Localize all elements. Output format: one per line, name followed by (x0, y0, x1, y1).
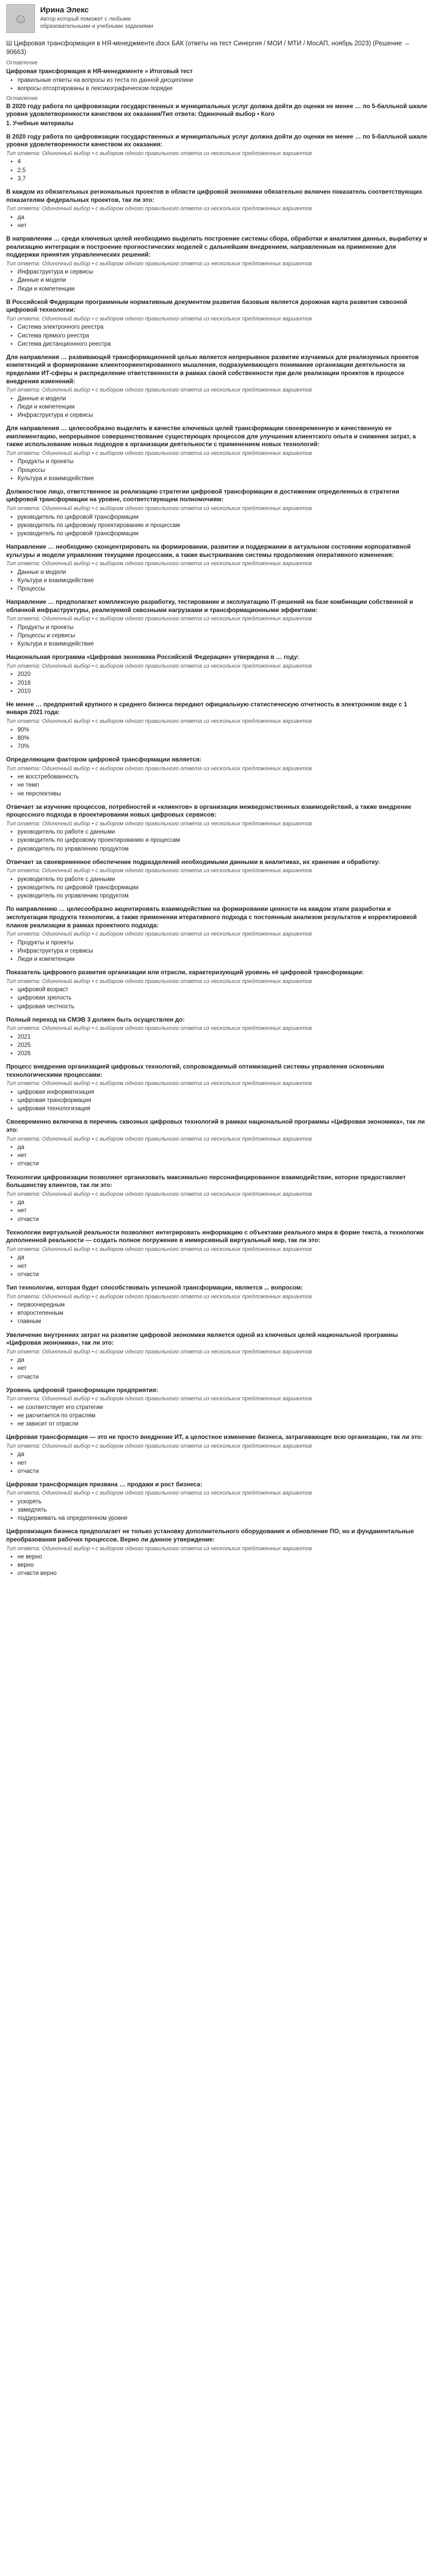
question-text: Уровень цифровой трансформации предприятия: (6, 1386, 159, 1394)
questions-list (6, 133, 430, 1578)
author-header (6, 0, 430, 36)
answer-option: • отчасти верно (18, 1570, 430, 1578)
answer-option: • 2,5 (18, 167, 430, 175)
question-block (6, 1386, 430, 1429)
toc-item: • вопросы отсортированы в лексикографическом порядке (18, 85, 430, 93)
answer-option: • отчасти (18, 1271, 430, 1279)
question-text: Увеличение внутренних затрат на развитие цифровой экономики является одной из ключевых целей национальной программы «Цифровая экономика», так ли это: (6, 1331, 398, 1347)
answer-option: • 2021 (18, 1033, 430, 1041)
answer-option: • не зависит от отрасли (18, 1420, 430, 1428)
options-list (6, 828, 430, 853)
answer-option: • не соответствует его стратегии (18, 1404, 430, 1412)
answer-option: • нет (18, 1365, 430, 1372)
answer-option: • главным (18, 1318, 430, 1326)
answer-option: • цифровая технологизация (18, 1105, 430, 1113)
answer-type: Тип ответа: Одиночный выбор • с выбором одного правильного ответа из нескольких предложенных вариантов (6, 820, 312, 827)
options-list (6, 1089, 430, 1113)
question-block (6, 1433, 430, 1476)
answer-type: Тип ответа: Одиночный выбор • с выбором одного правильного ответа из нескольких предложенных вариантов (6, 505, 312, 512)
answer-option: • 2010 (18, 688, 430, 696)
options-list (6, 158, 430, 183)
options-list (6, 1451, 430, 1476)
answer-option: • отчасти (18, 1374, 430, 1381)
answer-option: • Культура и взаимодействие (18, 475, 430, 483)
answer-option: • нет (18, 1460, 430, 1467)
answer-type: Тип ответа: Одиночный выбор • с выбором одного правильного ответа из нескольких предложенных вариантов (6, 1490, 312, 1497)
answer-type: Тип ответа: Одиночный выбор • с выбором одного правильного ответа из нескольких предложенных вариантов (6, 1348, 312, 1355)
answer-type: Тип ответа: Одиночный выбор • с выбором одного правильного ответа из нескольких предложенных вариантов (6, 663, 312, 669)
answer-option: • первоочередным (18, 1301, 430, 1309)
answer-option: • да (18, 1199, 430, 1207)
toc-title: Цифровая трансформация в НЯ-менеджменте » Итоговый тест (6, 68, 193, 75)
answer-option: • да (18, 1144, 430, 1151)
answer-option: • 2018 (18, 680, 430, 687)
question-text: Цифровая трансформация — это не просто внедрение ИТ, а целостное изменение бизнеса, затрагивающее всю организацию, так ли это: (6, 1433, 423, 1441)
answer-option: • Продукты и проекты (18, 624, 430, 632)
answer-option: • 80% (18, 735, 430, 742)
question-text: Отвечает за своевременное обеспечение подразделений необходимыми данными в аналитиках, их хранение и обработку: (6, 858, 380, 866)
options-list (6, 458, 430, 483)
question-block (6, 543, 430, 593)
answer-option: • руководитель по цифровой трансформации (18, 514, 430, 521)
answer-type: Тип ответа: Одиночный выбор • с выбором одного правильного ответа из нескольких предложенных вариантов (6, 718, 312, 725)
question-text: В направлении … среди ключевых целей необходимо выделить построение системы сбора, обработки и аналитики данных, выработку и реализацию интеграции и построение прогностических моделей с дальнейшим внедрением, направленным на применение для поддержки принятия управленческих решений: (6, 234, 427, 259)
answer-option: • отчасти (18, 1468, 430, 1476)
answer-type: Тип ответа: Одиночный выбор • с выбором одного правильного ответа из нескольких предложенных вариантов (6, 561, 312, 567)
answer-option: • 70% (18, 743, 430, 751)
answer-option: • нет (18, 1263, 430, 1270)
toc-list (6, 77, 430, 93)
question-block (6, 858, 430, 901)
answer-option: • Процессы (18, 467, 430, 474)
options-list (6, 986, 430, 1011)
question-text: Процесс внедрения организацией цифровых технологий, сопровождаемый оптимизацией системы управления основными технологическими процессами: (6, 1063, 385, 1078)
options-list (6, 569, 430, 594)
options-list (6, 395, 430, 420)
options-list (6, 1144, 430, 1168)
question-text: По направлению … целесообразно акцентировать взаимодействие на формировании ценности на каждом этапе разработки и эксплуатации продукта технологии, а также применении итеративного подхода с постоянным анализом результатов и корректировкой планов реализации в рамках проектного подхода: (6, 905, 417, 929)
options-list (6, 514, 430, 538)
options-list (6, 1254, 430, 1279)
options-list (6, 939, 430, 964)
answer-type: Тип ответа: Одиночный выбор • с выбором одного правильного ответа из нескольких предложенных вариантов (6, 616, 312, 622)
answer-option: • отчасти (18, 1160, 430, 1168)
answer-option: • Культура и взаимодействие (18, 640, 430, 648)
answer-option: • цифровая трансформация (18, 1097, 430, 1105)
question-block (6, 1528, 430, 1578)
options-list (6, 324, 430, 348)
question-text: Для направления … целесообразно выделить в качестве ключевых целей трансформации своевременную и качественную ее имплементацию, непрерывное совершенствование существующих процессов для улучшения клиентского опыта и снижения затрат, а также использование новых подходов к организации деятельности с применением новых технологий: (6, 425, 416, 448)
answer-option: • не верно (18, 1553, 430, 1561)
question-text: Национальная программа «Цифровая экономика Российской Федерации» утверждена в … году: (6, 653, 300, 661)
question-block (6, 488, 430, 538)
options-list (6, 268, 430, 293)
answer-option: • Данные и модели (18, 277, 430, 284)
answer-option: • Инфраструктура и сервисы (18, 268, 430, 276)
question-text: Отвечает за изучение процессов, потребностей и «клиентов» в организации межведомственных взаимодействий, а также внедрение процессного подхода в проектировании новых цифровых сервисов: (6, 803, 412, 819)
answer-type: Тип ответа: Одиночный выбор • с выбором одного правильного ответа из нескольких предложенных вариантов (6, 1293, 312, 1300)
answer-option: • руководитель по цифровому проектированию и процессам (18, 522, 430, 530)
question-text: Технологии цифровизации позволяют организовать максимально персонифицированное взаимодействие, которое предоставляет большинству клиентов, так ли это: (6, 1173, 406, 1189)
answer-option: • не расчитается по отраслям (18, 1412, 430, 1420)
answer-option: • ускорять (18, 1498, 430, 1506)
answer-option: • руководитель по управлению продуктом (18, 892, 430, 900)
answer-option: • не восстребованность (18, 773, 430, 781)
author-bio: Автор который поможет с любыми образовательными и учебными заданиями (40, 15, 153, 30)
options-list (6, 1301, 430, 1326)
answer-option: • Процессы и сервисы (18, 632, 430, 640)
answer-type: Тип ответа: Одиночный выбор • с выбором одного правильного ответа из нескольких предложенных вариантов (6, 315, 312, 322)
intro-label: Оглавление (6, 95, 38, 102)
answer-option: • Культура и взаимодействие (18, 577, 430, 585)
answer-option: • замедлять (18, 1506, 430, 1514)
answer-option: • 2025 (18, 1042, 430, 1049)
question-text: В 2020 году работа по цифровизации государственных и муниципальных услуг должна дойти до оценки не менее … по 5-балльной шкале уровня удовлетворенности качеством их оказания: (6, 132, 427, 148)
options-list (6, 1199, 430, 1224)
question-block (6, 653, 430, 696)
question-text: Для направления … развивающей трансформационной целью является непрерывное развитие изучаемых для реализуемых проектов компетенций и формирование клиентоориентированного мышления, подразумевающего понимание организации деятельности за пределами ИТ-сферы и распределение ответственности в рамках своей собственности при деле реализации проектов в процессе внедрения изменений: (6, 353, 419, 385)
answer-option: • отчасти (18, 1216, 430, 1224)
answer-option: • Продукты и проекты (18, 939, 430, 947)
question-block (6, 133, 430, 183)
answer-option: • Инфраструктура и сервисы (18, 947, 430, 955)
options-list (6, 1404, 430, 1429)
question-block (6, 1016, 430, 1058)
answer-type: Тип ответа: Одиночный выбор • с выбором одного правильного ответа из нескольких предложенных вариантов (6, 1025, 312, 1032)
question-block (6, 1174, 430, 1224)
answer-option: • да (18, 1451, 430, 1459)
question-block (6, 235, 430, 293)
answer-option: • поддерживать на определенном уровне (18, 1515, 430, 1522)
answer-option: • нет (18, 1207, 430, 1215)
answer-option: • Система электронного реестра (18, 324, 430, 331)
answer-option: • руководитель по цифровой трансформации (18, 530, 430, 538)
question-text: Технологии виртуальной реальности позволяют интегрировать информацию с объектами реального мира в форме текста, а технологии дополненной реальности — создать полное погружение в иммерсивный виртуальный мир, так ли это: (6, 1228, 424, 1244)
question-text: Цифровая трансформация призвана … продажи и рост бизнеса: (6, 1480, 202, 1488)
question-block (6, 803, 430, 853)
answer-type: Тип ответа: Одиночный выбор • с выбором одного правильного ответа из нескольких предложенных вариантов (6, 931, 312, 938)
question-block (6, 1229, 430, 1279)
question-block (6, 1284, 430, 1326)
answer-option: • Продукты и проекты (18, 458, 430, 466)
question-text: Цифровизация бизнеса предполагает не только установку дополнительного оборудования и обновление ПО, но и фундаментальные преобразования рабочих процессов. Верно ли данное утверждение: (6, 1528, 414, 1544)
author-info (40, 4, 164, 30)
answer-option: • Система прямого реестра (18, 332, 430, 340)
question-block (6, 298, 430, 348)
answer-type: Тип ответа: Одиночный выбор • с выбором одного правильного ответа из нескольких предложенных вариантов (6, 206, 312, 212)
answer-option: • цифровая зрелость (18, 994, 430, 1002)
intro-question: В 2020 году работа по цифровизации государственных и муниципальных услуг должна дойти до оценки не менее … по 5-балльной шкале уровня удовлетворенности качеством их оказания/Тип ответа: Одиночный выбор • Кого (6, 102, 427, 118)
options-list (6, 624, 430, 649)
question-text: Определяющим фактором цифровой трансформации является: (6, 756, 202, 764)
question-text: Должностное лицо, ответственное за реализацию стратегии цифровой трансформации в достижении определенных в стратегии цифровой трансформации на уровне, соответствующем полномочиям: (6, 487, 399, 503)
answer-type: Тип ответа: Одиночный выбор • с выбором одного правильного ответа из нескольких предложенных вариантов (6, 868, 312, 874)
intro-history: 1. Учебные материалы (6, 120, 74, 127)
toc-item: • правильные ответы на вопросы из теста по данной дисциплине (18, 77, 430, 84)
answer-option: • Данные и модели (18, 395, 430, 403)
answer-option: • да (18, 1357, 430, 1364)
answer-type: Тип ответа: Одиночный выбор • с выбором одного правильного ответа из нескольких предложенных вариантов (6, 765, 312, 772)
options-list (6, 773, 430, 798)
options-list (6, 1553, 430, 1578)
answer-option: • Процессы (18, 585, 430, 593)
answer-option: • второстепенным (18, 1310, 430, 1317)
answer-type: Тип ответа: Одиночный выбор • с выбором одного правильного ответа из нескольких предложенных вариантов (6, 1191, 312, 1197)
answer-option: • Система дистанционного реестра (18, 341, 430, 348)
answer-option: • Люди и компетенции (18, 403, 430, 411)
options-list (6, 1498, 430, 1523)
question-block (6, 1481, 430, 1523)
answer-option: • не перспективы (18, 790, 430, 798)
options-list (6, 726, 430, 751)
answer-type: Тип ответа: Одиночный выбор • с выбором одного правильного ответа из нескольких предложенных вариантов (6, 978, 312, 985)
question-text: Показатель цифрового развития организации или отрасли, характеризующий уровень её цифровой трансформации: (6, 969, 364, 976)
document-title[interactable]: Ш Цифровая трансформация в НЯ-менеджменте.docx БАК (ответы на тест Синергия / МОИ / МТИ / МосАП, ноябрь 2023) (Решение → 90663) (6, 40, 410, 56)
question-block (6, 598, 430, 648)
answer-option: • руководитель по работе с данными (18, 876, 430, 884)
answer-option: • руководитель по цифровой трансформации (18, 884, 430, 892)
options-list (6, 214, 430, 230)
answer-option: • руководитель по управлению продуктом (18, 845, 430, 853)
question-text: Направление … предполагает комплексную разработку, тестирование и эксплуатацию IT-решений на базе комбинации собственной и облачной инфраструктуры, реализуемой сквозными нагрузками и трансформационными эффектами: (6, 598, 413, 614)
answer-option: • цифровая информатизация (18, 1089, 430, 1096)
question-text: Не менее … предприятий крупного и среднего бизнеса передают официальную статистическую отчетность в электронном виде с 1 января 2021 года: (6, 700, 407, 716)
answer-option: • 4 (18, 158, 430, 166)
options-list (6, 1357, 430, 1381)
toc-label: Оглавление (6, 60, 38, 66)
answer-type: Тип ответа: Одиночный выбор • с выбором одного правильного ответа из нескольких предложенных вариантов (6, 387, 312, 394)
answer-type: Тип ответа: Одиночный выбор • с выбором одного правильного ответа из нескольких предложенных вариантов (6, 1080, 312, 1087)
question-block (6, 188, 430, 230)
answer-type: Тип ответа: Одиночный выбор • с выбором одного правильного ответа из нескольких предложенных вариантов (6, 260, 312, 267)
answer-type: Тип ответа: Одиночный выбор • с выбором одного правильного ответа из нескольких предложенных вариантов (6, 1396, 312, 1402)
question-block (6, 1063, 430, 1113)
question-block (6, 1331, 430, 1381)
answer-option: • Инфраструктура и сервисы (18, 412, 430, 419)
answer-option: • 2026 (18, 1050, 430, 1058)
answer-option: • нет (18, 1152, 430, 1160)
answer-type: Тип ответа: Одиночный выбор • с выбором одного правильного ответа из нескольких предложенных вариантов (6, 1136, 312, 1142)
question-block (6, 905, 430, 963)
question-text: В Российской Федерации программным нормативным документом развития базовым является дорожная карта развития сквозной цифровой технологии: (6, 298, 408, 314)
answer-option: • руководитель по цифровому проектированию и процессам (18, 837, 430, 844)
answer-option: • да (18, 1254, 430, 1262)
answer-type: Тип ответа: Одиночный выбор • с выбором одного правильного ответа из нескольких предложенных вариантов (6, 150, 312, 157)
answer-type: Тип ответа: Одиночный выбор • с выбором одного правильного ответа из нескольких предложенных вариантов (6, 450, 312, 456)
answer-option: • верно (18, 1562, 430, 1569)
answer-option: • не темп (18, 782, 430, 789)
answer-option: • 90% (18, 726, 430, 734)
answer-option: • Люди и компетенции (18, 285, 430, 293)
question-text: В каждом из обязательных региональных проектов в области цифровой экономики обязательно включен показатель соответствующих показателям федеральных проектов, так ли это: (6, 188, 423, 204)
question-block (6, 425, 430, 483)
answer-option: • цифровая честность (18, 1003, 430, 1011)
question-text: Тип технологии, которая будет способствовать успешной трансформации, является ... вопросом: (6, 1283, 303, 1291)
answer-option: • нет (18, 222, 430, 230)
answer-option: • да (18, 214, 430, 222)
question-text: Своевременно включена в перечень сквозных цифровых технологий в рамках национальной программы «Цифровая экономика», так ли это: (6, 1118, 425, 1134)
options-list (6, 876, 430, 901)
answer-option: • 3,7 (18, 175, 430, 183)
options-list (6, 671, 430, 696)
question-text: Направление … необходимо сконцентрировать на формировании, развитии и поддержании в актуальном состоянии корпоративной культуры и модели управления текущими процессами, а также выстраивании системы продолжения оперативного изменения: (6, 543, 411, 558)
question-block (6, 353, 430, 419)
answer-type: Тип ответа: Одиночный выбор • с выбором одного правильного ответа из нескольких предложенных вариантов (6, 1545, 312, 1552)
author-name[interactable]: Ирина Элекс (40, 6, 89, 14)
question-block (6, 969, 430, 1011)
question-text: Полный переход на СМЭВ 3 должен быть осуществлен до: (6, 1015, 185, 1023)
answer-option: • Люди и компетенции (18, 956, 430, 963)
options-list (6, 1033, 430, 1058)
answer-option: • руководитель по работе с данными (18, 828, 430, 836)
answer-option: • Данные и модели (18, 569, 430, 577)
answer-option: • 2020 (18, 671, 430, 679)
question-block (6, 756, 430, 798)
question-block (6, 1118, 430, 1168)
answer-type: Тип ответа: Одиночный выбор • с выбором одного правильного ответа из нескольких предложенных вариантов (6, 1443, 312, 1449)
answer-type: Тип ответа: Одиночный выбор • с выбором одного правильного ответа из нескольких предложенных вариантов (6, 1246, 312, 1252)
question-block (6, 701, 430, 751)
answer-option: • цифровой возраст (18, 986, 430, 994)
avatar[interactable]: ☺ (6, 4, 35, 33)
